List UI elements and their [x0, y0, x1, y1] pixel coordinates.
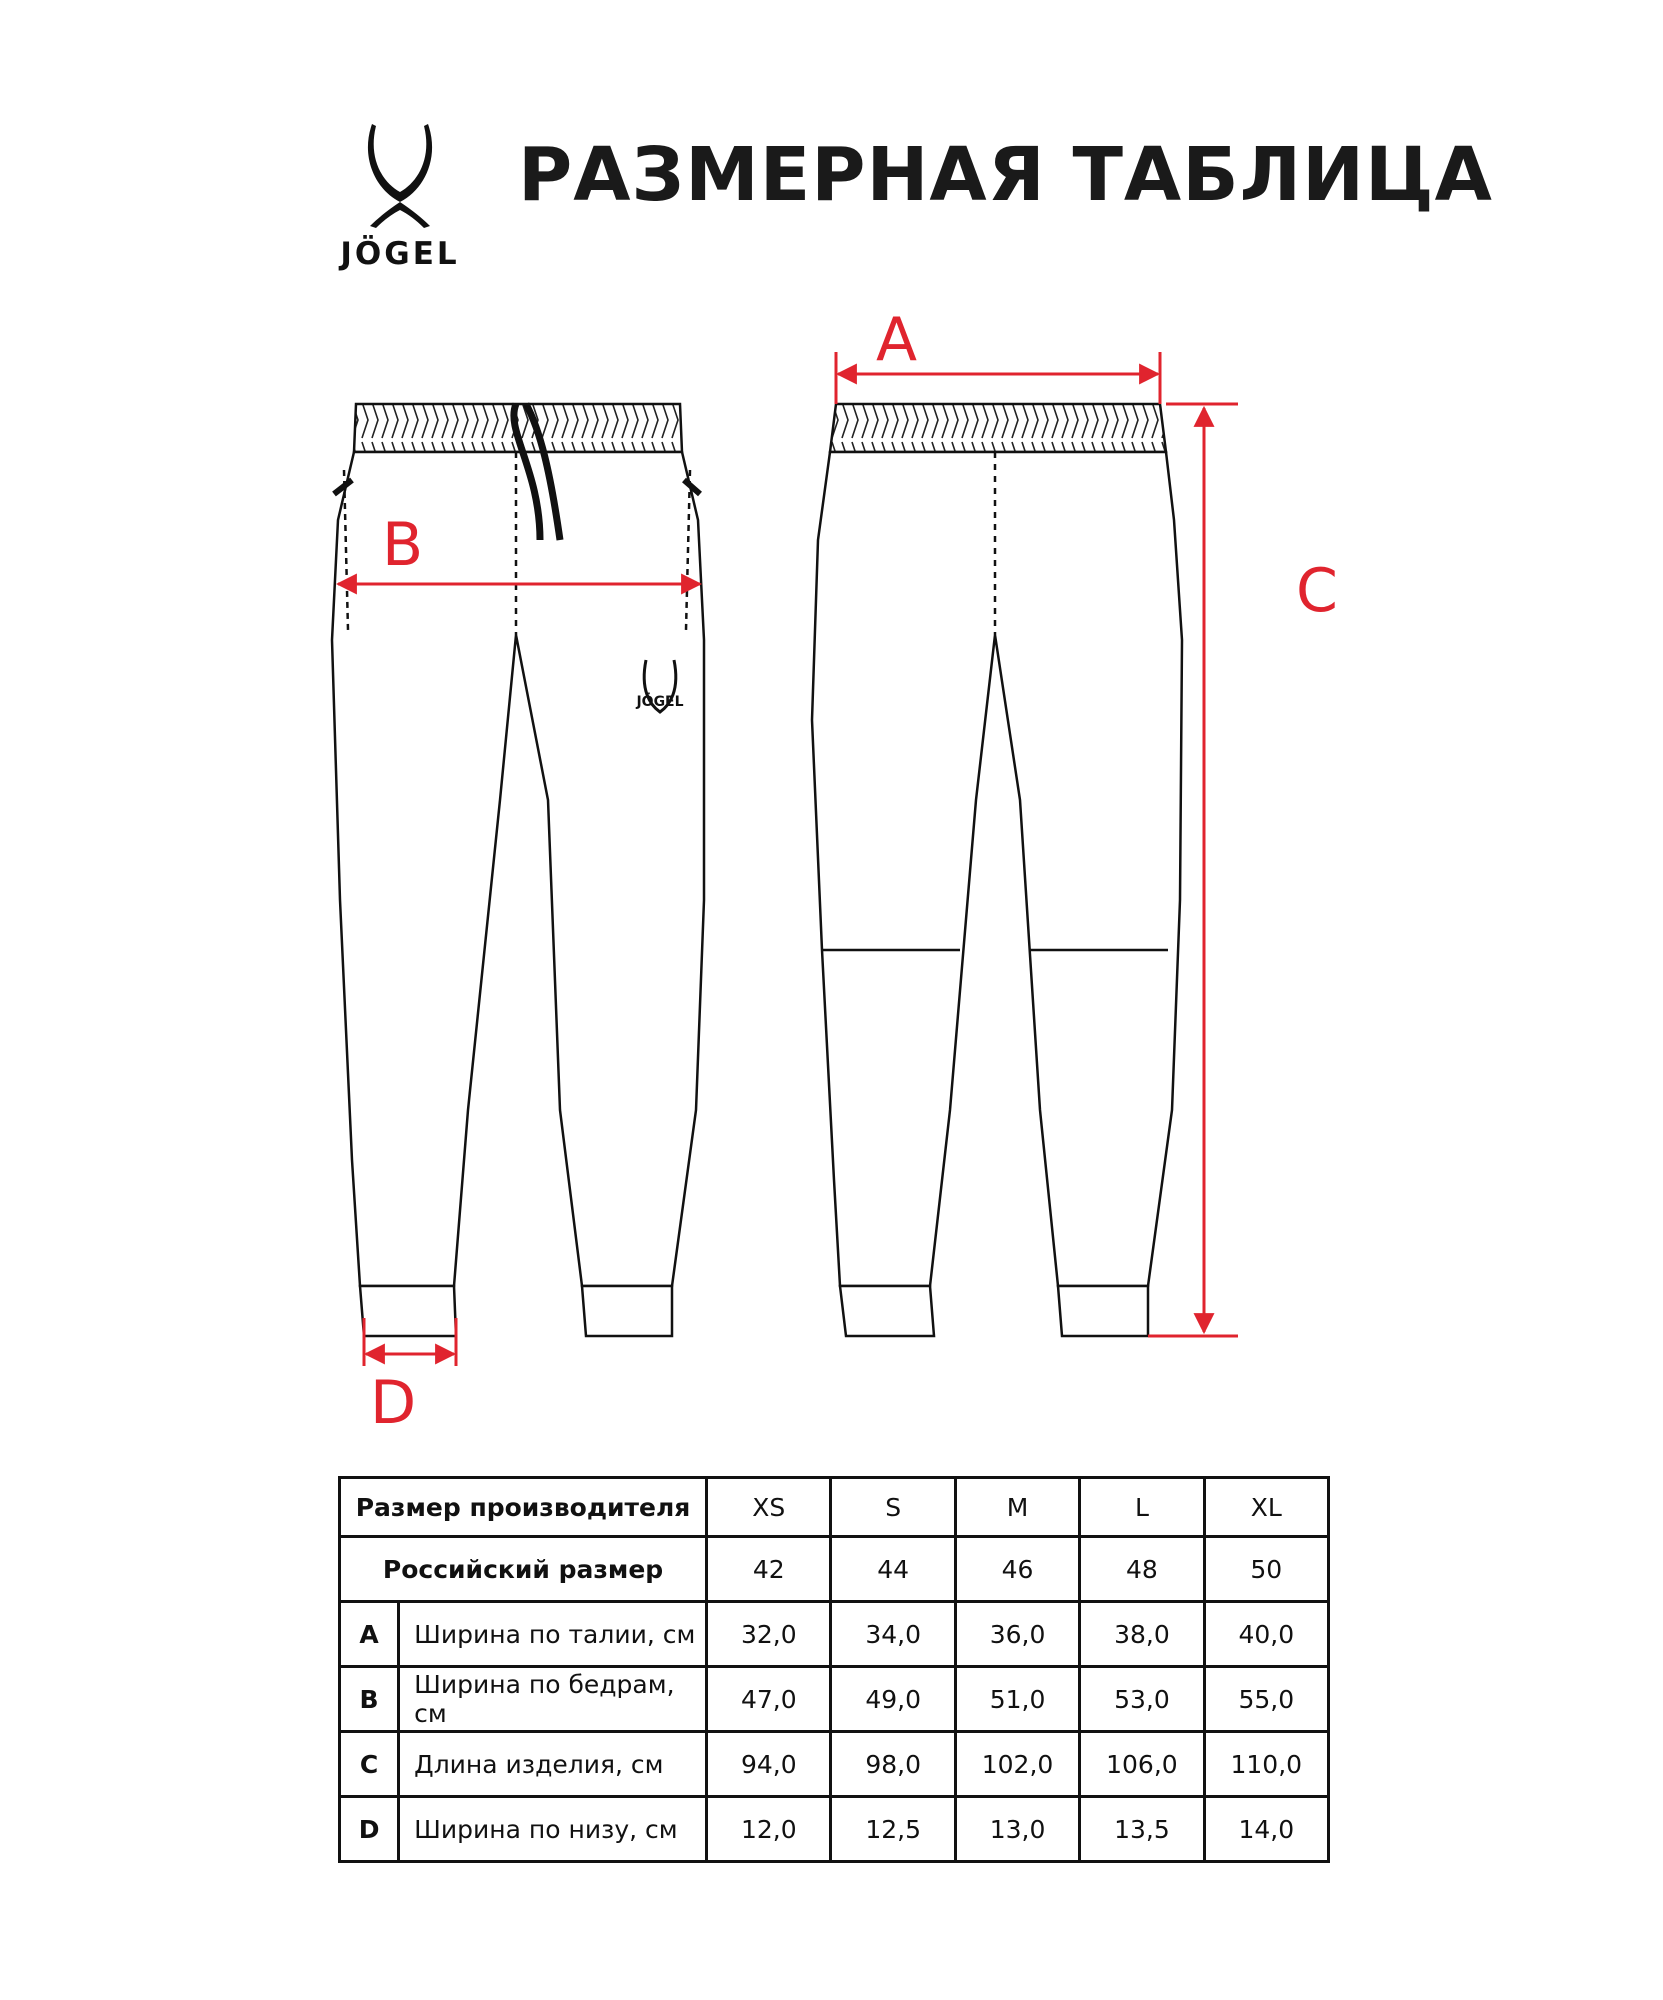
- measure-value: 47,0: [707, 1667, 831, 1732]
- dimension-a-label: A: [876, 305, 918, 375]
- size-cell: S: [831, 1478, 955, 1537]
- measure-value: 106,0: [1080, 1732, 1204, 1797]
- measure-label: Ширина по талии, см: [399, 1602, 707, 1667]
- dimension-d-label: D: [370, 1368, 417, 1438]
- dimension-c-label: C: [1296, 556, 1338, 626]
- measure-value: 49,0: [831, 1667, 955, 1732]
- back-right-cuff: [1058, 1286, 1148, 1336]
- measure-value: 34,0: [831, 1602, 955, 1667]
- size-cell: L: [1080, 1478, 1204, 1537]
- measure-value: 94,0: [707, 1732, 831, 1797]
- table-row-length: [340, 1732, 1329, 1797]
- size-cell: M: [955, 1478, 1079, 1537]
- front-right-cuff: [582, 1286, 672, 1336]
- page-title: РАЗМЕРНАЯ ТАБЛИЦА: [518, 132, 1493, 218]
- measure-value: 55,0: [1204, 1667, 1328, 1732]
- measure-value: 12,0: [707, 1797, 831, 1862]
- front-left-cuff: [360, 1286, 456, 1336]
- measure-value: 13,0: [955, 1797, 1079, 1862]
- table-row-hips: [340, 1667, 1329, 1732]
- measure-value: 102,0: [955, 1732, 1079, 1797]
- back-waistband: [830, 404, 1166, 452]
- brand-wordmark: JÖGEL: [340, 236, 460, 272]
- measure-key: B: [340, 1667, 399, 1732]
- russian-size-cell: 46: [955, 1537, 1079, 1602]
- table-row-waist: [340, 1602, 1329, 1667]
- measure-value: 51,0: [955, 1667, 1079, 1732]
- front-logo-text: JÖGEL: [636, 694, 684, 710]
- measure-value: 14,0: [1204, 1797, 1328, 1862]
- back-view: [812, 404, 1182, 1336]
- measure-label: Ширина по бедрам, см: [399, 1667, 707, 1732]
- back-left-cuff: [840, 1286, 934, 1336]
- size-cell: XS: [707, 1478, 831, 1537]
- measure-value: 53,0: [1080, 1667, 1204, 1732]
- russian-size-cell: 44: [831, 1537, 955, 1602]
- measure-key: A: [340, 1602, 399, 1667]
- measure-value: 38,0: [1080, 1602, 1204, 1667]
- measure-label: Ширина по низу, см: [399, 1797, 707, 1862]
- russian-size-cell: 50: [1204, 1537, 1328, 1602]
- table-row-manufacturer-size: [340, 1478, 1329, 1537]
- table-row-russian-size: [340, 1537, 1329, 1602]
- measure-label: Длина изделия, см: [399, 1732, 707, 1797]
- table-row-bottom: [340, 1797, 1329, 1862]
- dimension-b-label: B: [382, 510, 424, 580]
- measure-value: 36,0: [955, 1602, 1079, 1667]
- measure-value: 98,0: [831, 1732, 955, 1797]
- measure-value: 13,5: [1080, 1797, 1204, 1862]
- measure-value: 40,0: [1204, 1602, 1328, 1667]
- russian-size-label: Российский размер: [340, 1537, 707, 1602]
- measure-value: 12,5: [831, 1797, 955, 1862]
- manufacturer-size-label: Размер производителя: [340, 1478, 707, 1537]
- size-cell: XL: [1204, 1478, 1328, 1537]
- russian-size-cell: 48: [1080, 1537, 1204, 1602]
- back-body: [812, 452, 1182, 1286]
- measure-key: C: [340, 1732, 399, 1797]
- measure-value: 32,0: [707, 1602, 831, 1667]
- measure-key: D: [340, 1797, 399, 1862]
- size-table: [338, 1476, 1330, 1863]
- measure-value: 110,0: [1204, 1732, 1328, 1797]
- russian-size-cell: 42: [707, 1537, 831, 1602]
